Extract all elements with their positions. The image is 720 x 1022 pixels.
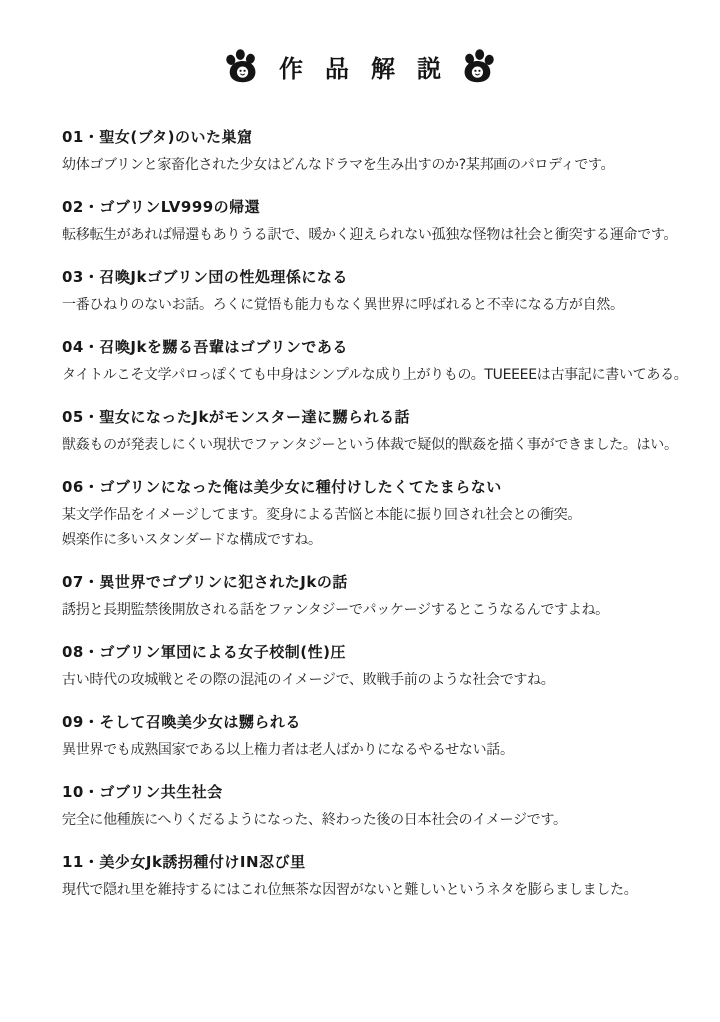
page-title: 作品解説: [279, 54, 463, 83]
entry-06: [62, 476, 680, 553]
entry-description: 異世界でも成熟国家である以上権力者は老人ばかりになるやるせない話。: [62, 742, 514, 758]
entry-02: [62, 196, 680, 248]
entry-05: [62, 406, 680, 458]
entry-09: [62, 711, 680, 763]
entry-description: 一番ひねりのないお話。ろくに覚悟も能力もなく異世界に呼ばれると不幸になる方が自然。: [62, 297, 624, 313]
entry-title: 06・ゴブリンになった俺は美少女に種付けしたくてたまらない: [62, 478, 502, 496]
entry-08: [62, 641, 680, 693]
entry-03: [62, 266, 680, 318]
entry-description: 古い時代の攻城戦とその際の混沌のイメージで、敗戦手前のような社会ですね。: [62, 672, 555, 688]
entry-title: 05・聖女になったJkがモンスター達に嬲られる話: [62, 408, 410, 426]
entry-description: 某文学作品をイメージしてます。変身による苦悩と本能に振り回され社会との衝突。: [62, 507, 582, 523]
page-header: [0, 0, 720, 84]
entry-title: 01・聖女(ブタ)のいた巣窟: [62, 128, 253, 146]
entry-title: 09・そして召喚美少女は嬲られる: [62, 713, 301, 731]
entry-title: 11・美少女Jk誘拐種付けIN忍び里: [62, 853, 306, 871]
entry-01: [62, 126, 680, 178]
entry-07: [62, 571, 680, 623]
entry-04: [62, 336, 688, 388]
entry-description: 獣姦ものが発表しにくい現状でファンタジーという体裁で疑似的獣姦を描く事ができました。はい。: [62, 437, 678, 453]
entry-description: 現代で隠れ里を維持するにはこれ位無茶な因習がないと難しいというネタを膨らましました。: [62, 882, 638, 898]
entry-title: 07・異世界でゴブリンに犯されたJkの話: [62, 573, 348, 591]
paw-icon: [459, 48, 497, 84]
entry-list: [0, 126, 720, 903]
paw-icon: [223, 48, 261, 84]
entry-title: 02・ゴブリンLV999の帰還: [62, 198, 261, 216]
entry-title: 10・ゴブリン共生社会: [62, 783, 223, 801]
entry-description: 完全に他種族にへりくだるようになった、終わった後の日本社会のイメージです。: [62, 812, 567, 828]
entry-description: 転移転生があれば帰還もありうる訳で、暖かく迎えられない孤独な怪物は社会と衝突する運命です。: [62, 227, 678, 243]
entry-description: 幼体ゴブリンと家畜化された少女はどんなドラマを生み出すのか?某邦画のパロディです。: [62, 157, 615, 173]
entry-description: タイトルこそ文学パロっぽくても中身はシンプルな成り上がりもの。TUEEEEは古事記に書いてある。: [62, 367, 688, 383]
entry-description: 娯楽作に多いスタンダードな構成ですね。: [62, 532, 322, 548]
entry-title: 04・召喚Jkを嬲る吾輩はゴブリンである: [62, 338, 348, 356]
entry-description: 誘拐と長期監禁後開放される話をファンタジーでパッケージするとこうなるんですよね。: [62, 602, 609, 618]
entry-title: 08・ゴブリン軍団による女子校制(性)圧: [62, 643, 346, 661]
entry-title: 03・召喚Jkゴブリン団の性処理係になる: [62, 268, 348, 286]
entry-11: [62, 851, 680, 903]
entry-10: [62, 781, 680, 833]
